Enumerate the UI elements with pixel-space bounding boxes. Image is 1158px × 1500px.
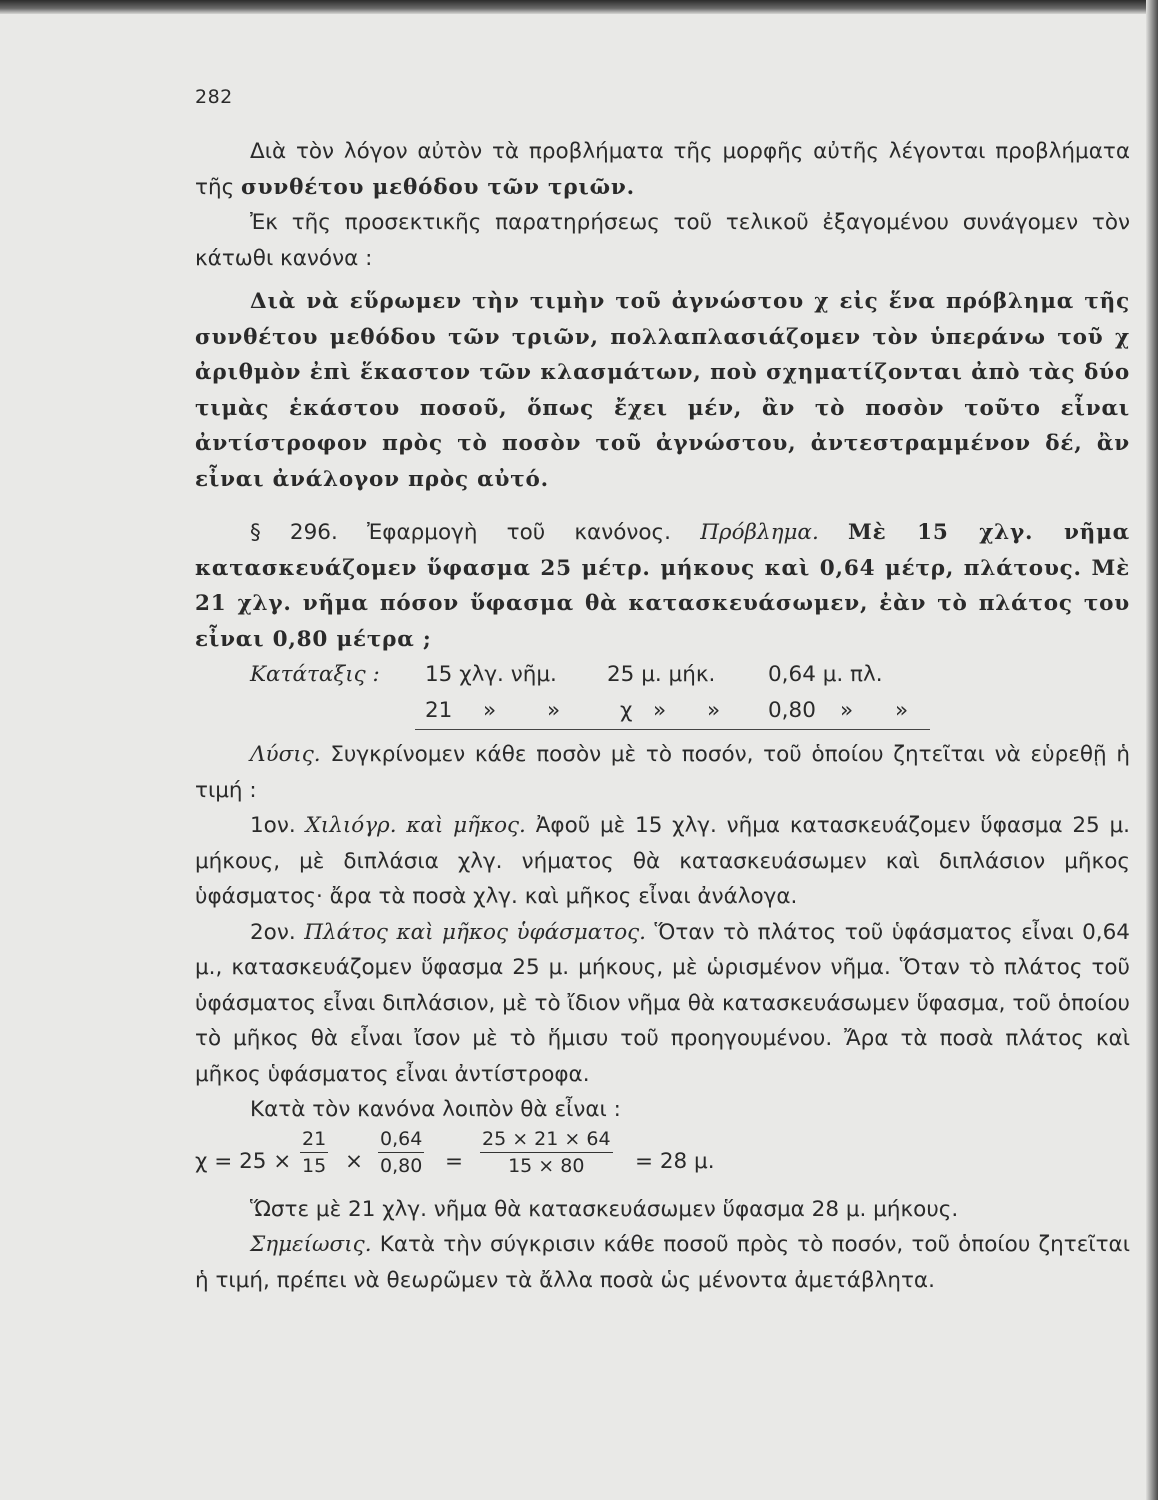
formula xyxy=(195,1127,1130,1190)
arr-r2-c3: » xyxy=(547,698,561,723)
item-1-label: Χιλιόγρ. καὶ μῆκος. xyxy=(305,813,526,838)
formula-times: × xyxy=(345,1148,364,1174)
formula-lhs: χ = 25 × xyxy=(195,1148,292,1174)
arr-r2-c9: » xyxy=(895,698,909,723)
section-number: § 296. xyxy=(250,520,338,545)
item-2: 2ον. Πλάτος καὶ μῆκος ὑφάσματος. Ὅταν τὸ πλάτος τοῦ ὑφάσματος εἶναι 0,64 μ., κατασκευάζομεν ὕφασμα 25 μ. μήκους, μὲ ὡρισμένον νῆμα. Ὅταν τὸ πλάτος τοῦ ὑφάσματος εἶναι διπλάσιον, μὲ τὸ ἴδιον νῆμα θὰ κατασκευάσωμεν ὕφασμα, τοῦ ὁποίου τὸ μῆκος θὰ εἶναι ἴσον μὲ τὸ ἥμισυ τοῦ προηγουμένου. Ἄρα τὰ ποσὰ πλάτος καὶ μῆκος ὑφάσματος εἶναι ἀντίστροφα. xyxy=(195,919,1130,1087)
arrangement-row-2 xyxy=(195,693,1130,729)
item-2-label: Πλάτος καὶ μῆκος ὑφάσματος. xyxy=(304,919,647,945)
formula-equals: = xyxy=(445,1148,464,1174)
arrangement-row-1 xyxy=(195,657,1130,693)
page-number: 282 xyxy=(195,86,233,108)
solution-label: Λύσις. xyxy=(250,742,321,767)
section-title: Ἐφαρμογὴ τοῦ κανόνος. xyxy=(367,520,671,545)
paragraph-1: Διὰ τὸν λόγον αὐτὸν τὰ προβλήματα τῆς μορφῆς αὐτῆς λέγονται προβλήματα τῆς συνθέτου μεθόδου τῶν τριῶν. xyxy=(195,139,1130,200)
arr-r2-c6: » xyxy=(707,698,721,723)
solution-paragraph: Λύσις. Συγκρίνομεν κάθε ποσὸν μὲ τὸ ποσόν, τοῦ ὁποίου ζητεῖται νὰ εὑρεθῇ ἡ τιμή : xyxy=(195,742,1130,803)
book-page xyxy=(195,0,1135,1500)
problem-label: Πρόβλημα. xyxy=(700,520,819,545)
fraction-064-080: $\frac{0,64}{0,80}$ xyxy=(380,1127,423,1177)
note-label: Σημείωσις. xyxy=(250,1232,372,1257)
fraction-product: $\frac{25 \times 21 \times 64}{15 \times 80}$ xyxy=(482,1127,611,1177)
scan-right-edge xyxy=(1146,0,1158,1500)
note: Σημείωσις. Κατὰ τὴν σύγκρισιν κάθε ποσοῦ πρὸς τὸ ποσόν, τοῦ ὁποίου ζητεῖται ἡ τιμή, πρέπει νὰ θεωρῶμεν τὰ ἄλλα ποσὰ ὡς μένοντα ἀμετάβλητα. xyxy=(195,1232,1130,1293)
item-1: 1ον. Χιλιόγρ. καὶ μῆκος. Ἀφοῦ μὲ 15 χλγ. νῆμα κατασκευάζομεν ὕφασμα 25 μ. μήκους, μὲ διπλάσια χλγ. νήματος θὰ κατασκευάσωμεν καὶ διπλάσιον μῆκος ὑφάσματος· ἄρα τὰ ποσὰ χλγ. καὶ μῆκος εἶναι ἀνάλογα. xyxy=(195,813,1130,909)
fraction-21-15: $\frac{21}{15}$ xyxy=(302,1127,327,1177)
rule-statement: Διὰ νὰ εὕρωμεν τὴν τιμὴν τοῦ ἀγνώστου χ εἰς ἕνα πρόβλημα τῆς συνθέτου μεθόδου τῶν τριῶν, πολλαπλασιάζομεν τὸν ὑπεράνω τοῦ χ ἀριθμὸν ἐπὶ ἕκαστον τῶν κλασμάτων, ποὺ σχηματίζονται ἀπὸ τὰς δύο τιμὰς ἑκάστου ποσοῦ, ὅπως ἔχει μέν, ἂν τὸ ποσὸν τοῦτο εἶναι ἀντίστροφον πρὸς τὸ ποσὸν τοῦ ἀγνώστου, ἀντεστραμμένον δέ, ἂν εἶναι ἀνάλογον πρὸς αὐτό. xyxy=(195,289,1130,492)
section-296 xyxy=(195,515,1130,657)
paragraph-2: Ἐκ τῆς προσεκτικῆς παρατηρήσεως τοῦ τελικοῦ ἐξαγομένου συνάγομεν τὸν κάτωθι κανόνα : xyxy=(195,210,1130,271)
arr-r2-c2: » xyxy=(483,698,497,723)
arrangement-rule xyxy=(415,729,930,730)
arr-r1-c3: 0,64 μ. πλ. xyxy=(768,662,883,687)
arr-r2-c5: » xyxy=(653,698,667,723)
problem-text: Μὲ 15 χλγ. νῆμα κατασκευάζομεν ὕφασμα 25 μέτρ. μήκους καὶ 0,64 μέτρ, πλάτους. Μὲ 21 χλγ. νῆμα πόσον ὕφασμα θὰ κατασκευάσωμεν, ἐὰν τὸ πλάτος του εἶναι 0,80 μέτρα ; xyxy=(195,520,1130,652)
conclusion: Ὥστε μὲ 21 χλγ. νῆμα θὰ κατασκευάσωμεν ὕφασμα 28 μ. μήκους. xyxy=(250,1196,959,1222)
arrangement-label: Κατάταξις : xyxy=(250,662,380,687)
formula-result: = 28 μ. xyxy=(635,1148,715,1174)
method-name: συνθέτου μεθόδου τῶν τριῶν. xyxy=(241,174,635,200)
arr-r1-c2: 25 μ. μήκ. xyxy=(607,662,716,687)
page-body xyxy=(195,134,1130,1298)
arr-r2-c4: χ xyxy=(620,698,633,723)
arr-r2-c7: 0,80 xyxy=(768,698,816,723)
rule-application-line: Κατὰ τὸν κανόνα λοιπὸν θὰ εἶναι : xyxy=(250,1097,621,1122)
arr-r2-c8: » xyxy=(840,698,854,723)
arr-r2-c1: 21 xyxy=(425,698,453,723)
arr-r1-c1: 15 χλγ. νῆμ. xyxy=(425,662,557,687)
